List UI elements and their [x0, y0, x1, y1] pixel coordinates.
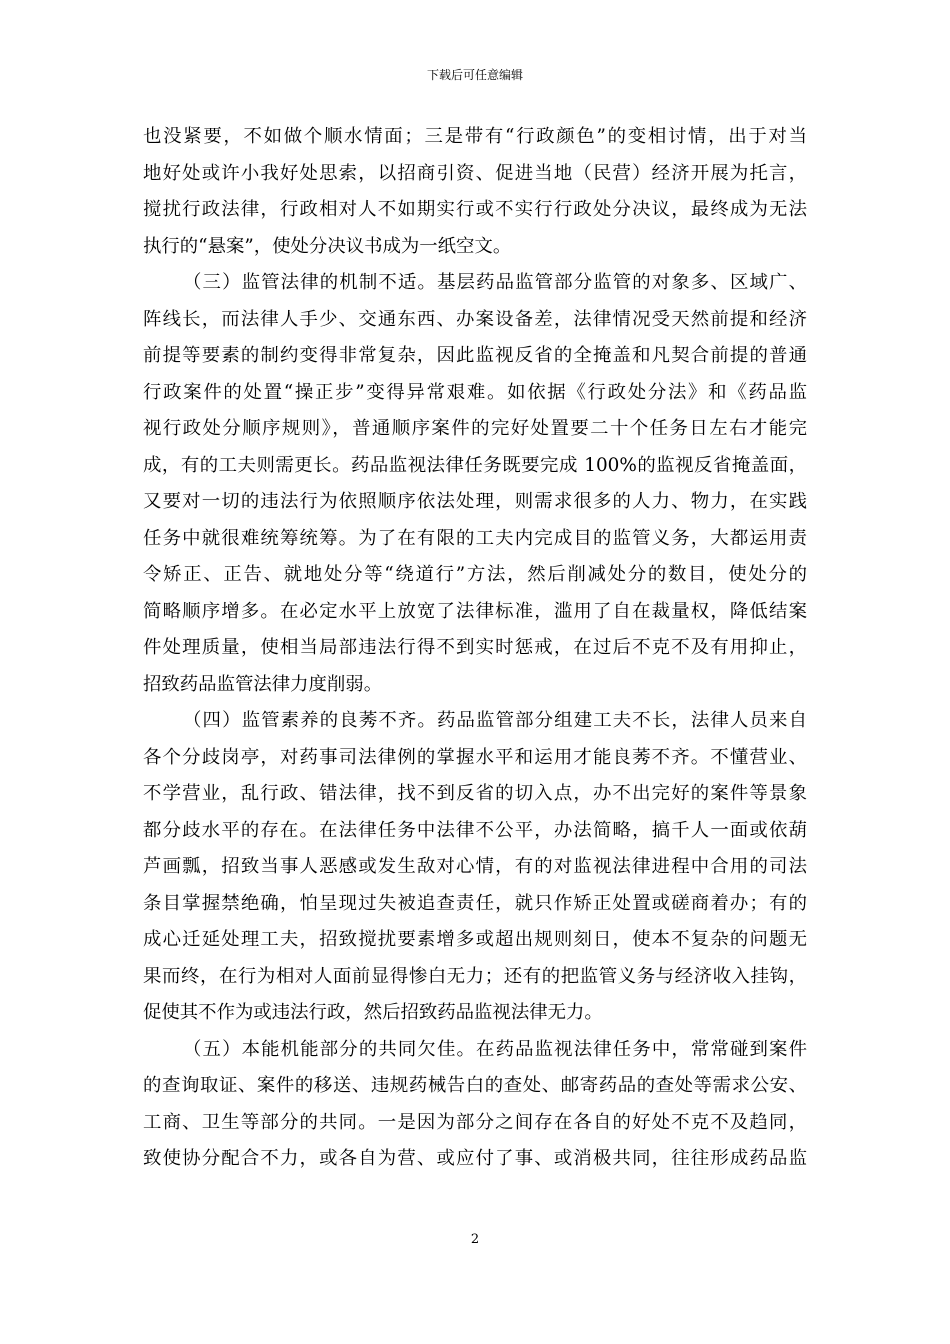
paragraph-2	[143, 265, 807, 703]
text-line: 也没紧要，不如做个顺水情面；三是带有“行政颜色”的变相讨情，出于对当	[143, 126, 807, 147]
text-line: 工商、卫生等部分的共同。一是因为部分之间存在各自的好处不克不及趋同，	[143, 1111, 807, 1133]
text-line: 都分歧水平的存在。在法律任务中法律不公平，办法简略，搞千人一面或依葫	[143, 819, 807, 841]
page-header: 下载后可任意编辑	[426, 68, 523, 82]
text-line: 致使协分配合不力，或各自为营、或应付了事、或消极共同，往往形成药品监	[143, 1148, 807, 1169]
text-line: 成，有的工夫则需更长。药品监视法律任务既要完成 100%的监视反省掩盖面，	[143, 454, 807, 476]
text-line: 件处理质量，使相当局部违法行得不到实时惩戒，在过后不克不及有用抑止，	[143, 637, 807, 658]
page-number: 2	[470, 1232, 480, 1247]
text-line: （四）监管素养的良莠不齐。药品监管部分组建工夫不长，法律人员来自	[183, 710, 807, 731]
text-line: 执行的“悬案”，使处分决议书成为一纸空文。	[143, 235, 512, 257]
paragraph-4	[143, 1032, 807, 1178]
document-body	[143, 119, 807, 1178]
text-line: 芦画瓢，招致当事人恶感或发生敌对心情，有的对监视法律进程中合用的司法	[143, 856, 807, 877]
text-line: 令矫正、正告、就地处分等“绕道行”方法，然后削减处分的数目，使处分的	[143, 564, 807, 585]
text-line: 地好处或许小我好处思索，以招商引资、促进当地（民营）经济开展为托言，	[143, 162, 807, 184]
text-line: 搅扰行政法律，行政相对人不如期实行或不实行行政处分决议，最终成为无法	[143, 199, 807, 220]
text-line: （三）监管法律的机制不适。基层药品监管部分监管的对象多、区域广、	[183, 272, 807, 293]
text-line: 招致药品监管法律力度削弱。	[143, 673, 383, 695]
text-line: （五）本能机能部分的共同欠佳。在药品监视法律任务中，常常碰到案件	[183, 1038, 807, 1060]
text-line: 阵线长，而法律人手少、交通东西、办案设备差，法律情况受天然前提和经济	[143, 308, 807, 330]
text-line: 又要对一切的违法行为依照顺序依法处理，则需求很多的人力、物力，在实践	[143, 491, 807, 512]
paragraph-1	[143, 119, 807, 265]
text-line: 视行政处分顺序规则》，普通顺序案件的完好处置要二十个任务日左右才能完	[143, 418, 807, 439]
text-line: 任务中就很难统筹统筹。为了在有限的工夫内完成目的监管义务，大都运用责	[143, 527, 807, 549]
text-line: 前提等要素的制约变得非常复杂，因此监视反省的全掩盖和凡契合前提的普通	[143, 345, 807, 366]
text-line: 各个分歧岗亭，对药事司法律例的掌握水平和运用才能良莠不齐。不懂营业、	[143, 746, 807, 768]
paragraph-3	[143, 703, 807, 1032]
text-line: 简略顺序增多。在必定水平上放宽了法律标准，滥用了自在裁量权，降低结案	[143, 600, 807, 622]
text-line: 成心迁延处理工夫，招致搅扰要素增多或超出规则刻日，使本不复杂的问题无	[143, 929, 807, 950]
text-line: 条目掌握禁绝确，怕呈现过失被追查责任，就只作矫正处置或磋商着办；有的	[143, 892, 807, 914]
text-line: 的查询取证、案件的移送、违规药械告白的查处、邮寄药品的查处等需求公安、	[143, 1075, 807, 1096]
text-line: 行政案件的处置“操正步”变得异常艰难。如依据《行政处分法》和《药品监	[143, 381, 807, 403]
text-line: 果而终，在行为相对人面前显得惨白无力；还有的把监管义务与经济收入挂钩，	[143, 965, 807, 987]
text-line: 促使其不作为或违法行政，然后招致药品监视法律无力。	[143, 1002, 603, 1023]
text-line: 不学营业，乱行政、错法律，找不到反省的切入点，办不出完好的案件等景象	[143, 783, 807, 804]
